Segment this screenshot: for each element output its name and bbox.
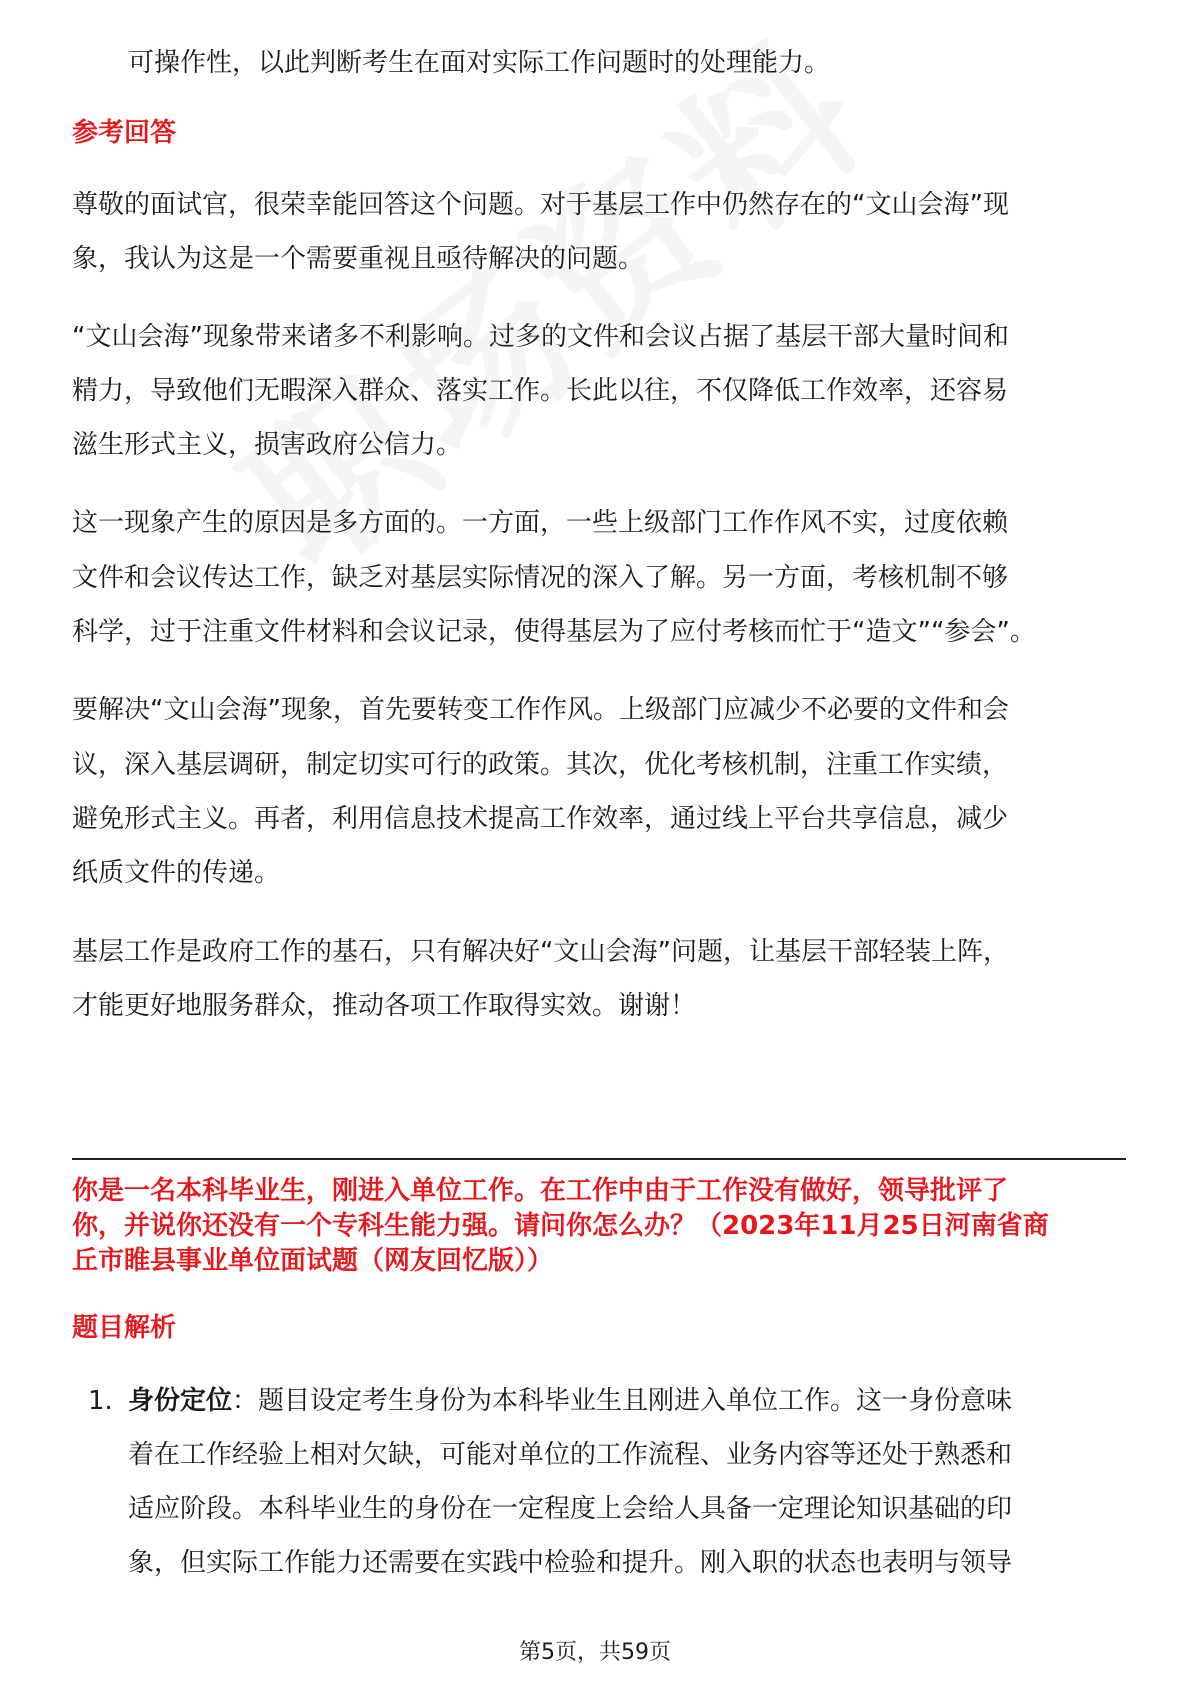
question-line2: 你，并说你还没有一个专科生能力强。请问你怎么办？（2023年11月25日河南省商 <box>72 1211 1049 1241</box>
answer-para5-line2: 才能更好地服务群众，推动各项工作取得实效。谢谢！ <box>72 991 697 1021</box>
answer-para5-line1: 基层工作是政府工作的基石，只有解决好“文山会海”问题，让基层干部轻装上阵， <box>72 937 1009 967</box>
answer-para2-line2: 精力，导致他们无暇深入群众、落实工作。长此以往，不仅降低工作效率，还容易 <box>72 376 1009 406</box>
answer-para3-line2: 文件和会议传达工作，缺乏对基层实际情况的深入了解。另一方面，考核机制不够 <box>72 563 1009 593</box>
list-item1-line2: 着在工作经验上相对欠缺，可能对单位的工作流程、业务内容等还处于熟悉和 <box>128 1440 1013 1470</box>
answer-para2-line3: 滋生形式主义，损害政府公信力。 <box>72 430 463 460</box>
list-item1-line1 <box>128 1386 1178 1416</box>
analysis-heading: 题目解析 <box>72 1313 177 1343</box>
question-line3: 丘市睢县事业单位面试题（网友回忆版）） <box>72 1246 554 1276</box>
list-item1-line3: 适应阶段。本科毕业生的身份在一定程度上会给人具备一定理论知识基础的印 <box>128 1494 1013 1524</box>
list-item-term: 身份定位 <box>128 1386 233 1416</box>
answer-para4-line3: 避免形式主义。再者，利用信息技术提高工作效率，通过线上平台共享信息，减少 <box>72 804 1009 834</box>
answer-para3-line3: 科学，过于注重文件材料和会议记录，使得基层为了应付考核而忙于“造文”“参会”。 <box>72 617 1036 647</box>
list-item-number: 1. <box>88 1386 113 1416</box>
intro-line: 可操作性，以此判断考生在面对实际工作问题时的处理能力。 <box>128 48 831 78</box>
answer-para4-line4: 纸质文件的传递。 <box>72 858 281 888</box>
list-item-text: ：题目设定考生身份为本科毕业生且刚进入单位工作。这一身份意味 <box>232 1386 1013 1416</box>
answer-para1-line2: 象，我认为这是一个需要重视且亟待解决的问题。 <box>72 244 645 274</box>
answer-para2-line1: “文山会海”现象带来诸多不利影响。过多的文件和会议占据了基层干部大量时间和 <box>72 322 1009 352</box>
reference-answer-heading: 参考回答 <box>72 118 177 148</box>
list-item1-line4: 象，但实际工作能力还需要在实践中检验和提升。刚入职的状态也表明与领导 <box>128 1548 1013 1578</box>
section-divider <box>72 1158 1126 1160</box>
answer-para4-line2: 议，深入基层调研，制定切实可行的政策。其次，优化考核机制，注重工作实绩， <box>72 750 1009 780</box>
answer-para3-line1: 这一现象产生的原因是多方面的。一方面，一些上级部门工作作风不实，过度依赖 <box>72 508 1009 538</box>
page-footer: 第5页，共59页 <box>519 1640 671 1665</box>
answer-para1-line1: 尊敬的面试官，很荣幸能回答这个问题。对于基层工作中仍然存在的“文山会海”现 <box>72 190 1009 220</box>
answer-para4-line1: 要解决“文山会海”现象，首先要转变工作作风。上级部门应减少不必要的文件和会 <box>72 695 1009 725</box>
question-line1: 你是一名本科毕业生，刚进入单位工作。在工作中由于工作没有做好，领导批评了 <box>72 1176 1009 1206</box>
